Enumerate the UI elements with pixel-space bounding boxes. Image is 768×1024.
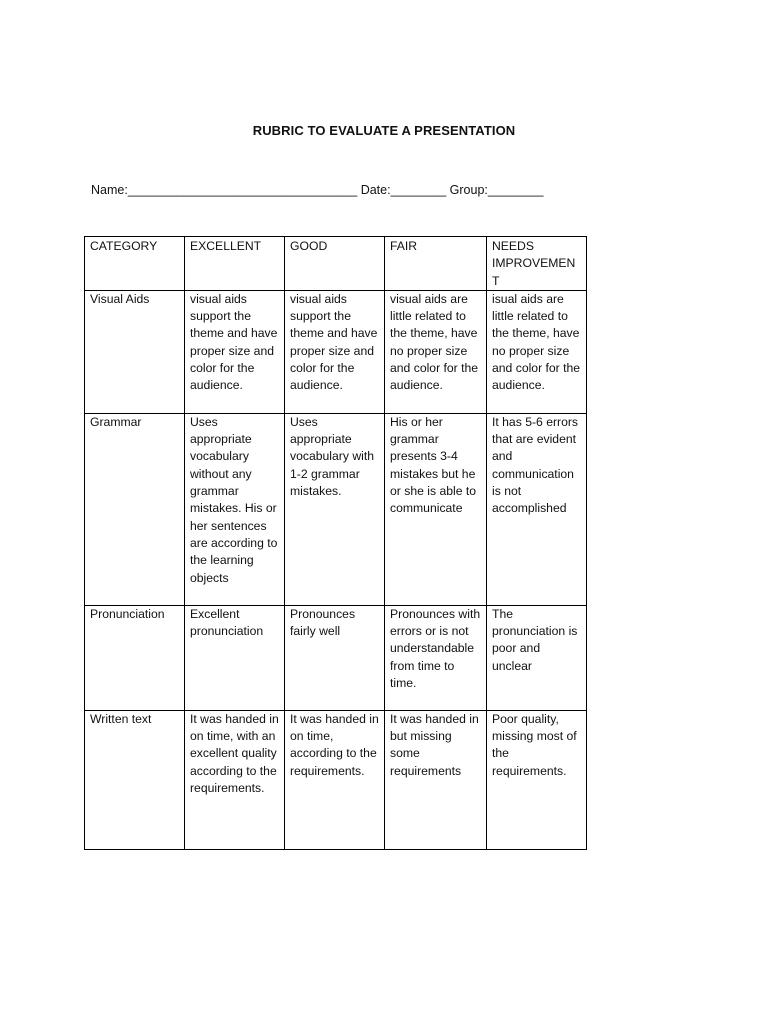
document-title: RUBRIC TO EVALUATE A PRESENTATION [252, 123, 516, 138]
excellent-cell: Excellent pronunciation [185, 605, 285, 710]
good-cell: Uses appropriate vocabulary with 1-2 grammar mistakes. [285, 413, 385, 605]
header-good: GOOD [285, 237, 385, 291]
fair-cell: His or her grammar presents 3-4 mistakes but he or she is able to communicate [385, 413, 487, 605]
excellent-cell: It was handed in on time, with an excellent quality according to the requirements. [185, 710, 285, 849]
needs-improvement-cell: The pronunciation is poor and unclear [487, 605, 587, 710]
category-cell: Visual Aids [85, 290, 185, 413]
fair-cell: Pronounces with errors or is not understandable from time to time. [385, 605, 487, 710]
table-row [85, 605, 587, 710]
category-cell: Pronunciation [85, 605, 185, 710]
fair-cell: It was handed in but missing some requirements [385, 710, 487, 849]
name-date-group-line: Name:_________________________________ Date:________ Group:________ [91, 183, 544, 197]
rubric-table [84, 236, 587, 850]
header-fair: FAIR [385, 237, 487, 291]
table-row [85, 710, 587, 849]
good-cell: Pronounces fairly well [285, 605, 385, 710]
table-row [85, 290, 587, 413]
good-cell: It was handed in on time, according to the requirements. [285, 710, 385, 849]
table-row [85, 413, 587, 605]
excellent-cell: Uses appropriate vocabulary without any grammar mistakes. His or her sentences are according to the learning objects [185, 413, 285, 605]
category-cell: Written text [85, 710, 185, 849]
needs-improvement-cell: isual aids are little related to the theme, have no proper size and color for the audience. [487, 290, 587, 413]
needs-improvement-cell: Poor quality, missing most of the requirements. [487, 710, 587, 849]
category-cell: Grammar [85, 413, 185, 605]
header-excellent: EXCELLENT [185, 237, 285, 291]
needs-improvement-cell: It has 5-6 errors that are evident and communication is not accomplished [487, 413, 587, 605]
header-needs-improvement: NEEDS IMPROVEMENT [487, 237, 587, 291]
table-header-row [85, 237, 587, 291]
excellent-cell: visual aids support the theme and have proper size and color for the audience. [185, 290, 285, 413]
header-category: CATEGORY [85, 237, 185, 291]
good-cell: visual aids support the theme and have proper size and color for the audience. [285, 290, 385, 413]
fair-cell: visual aids are little related to the theme, have no proper size and color for the audience. [385, 290, 487, 413]
